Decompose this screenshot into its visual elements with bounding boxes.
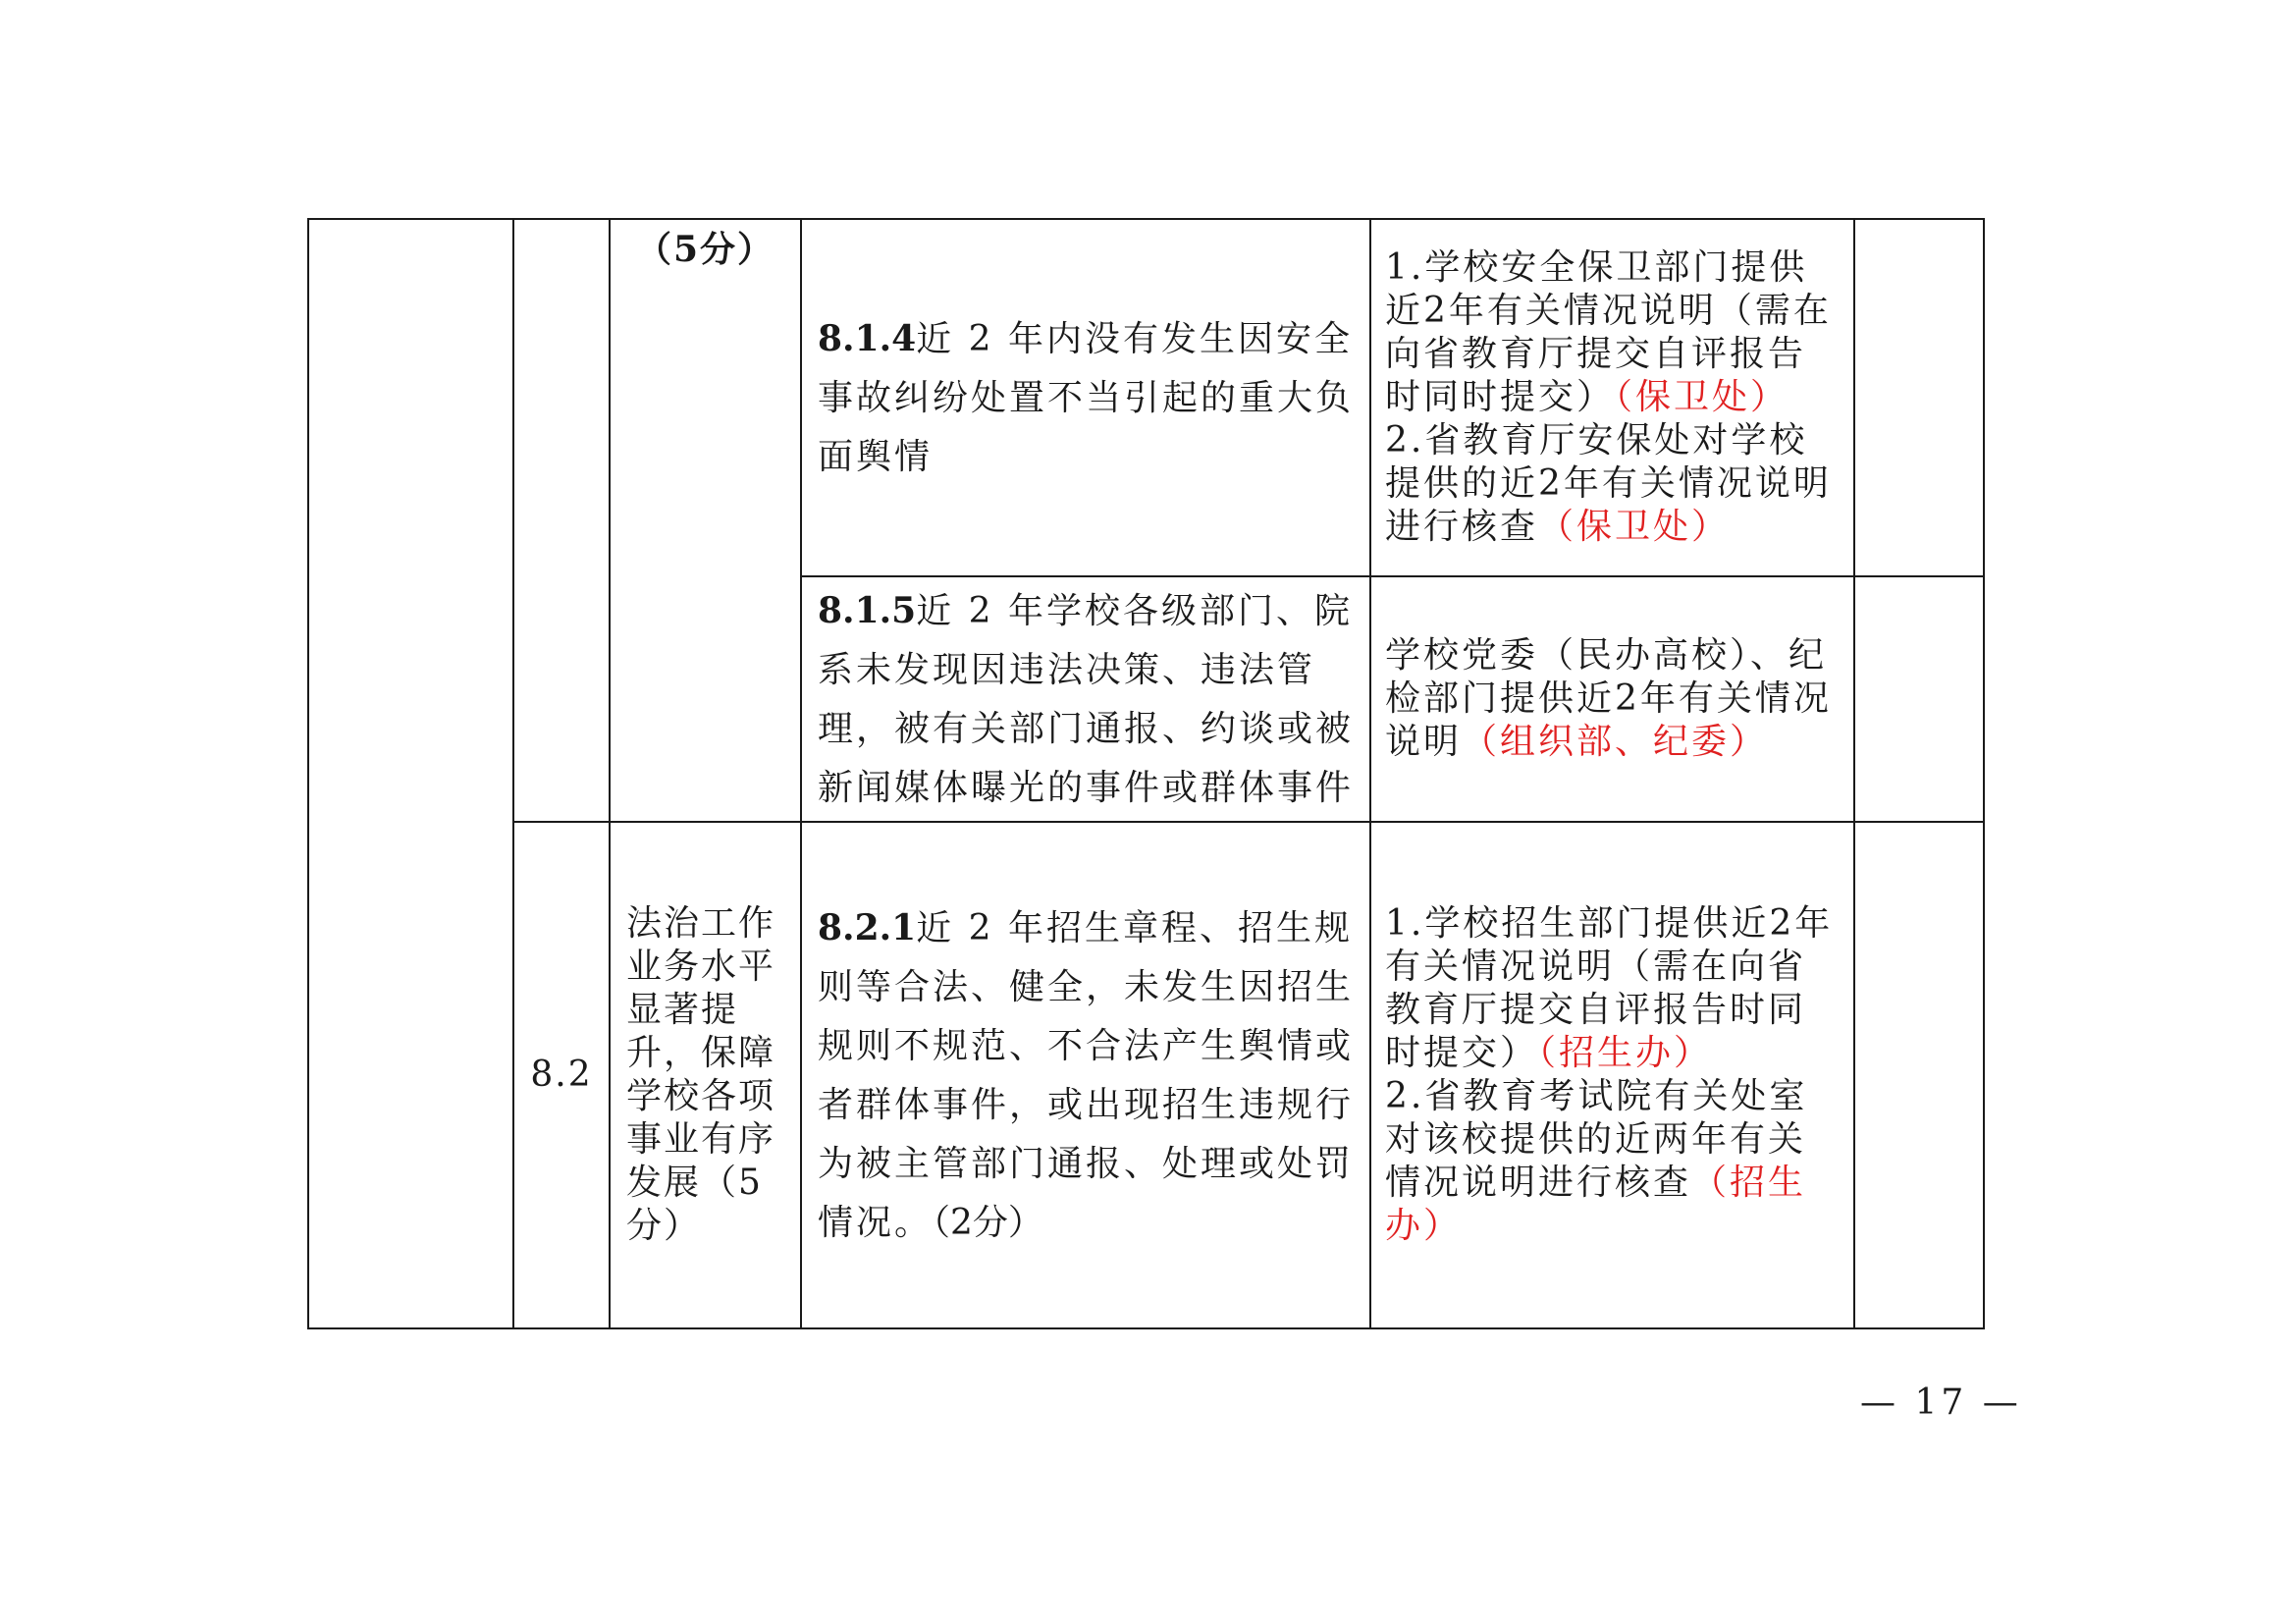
criterion-code: 8.2.1 (818, 906, 917, 948)
page-number: — 17 — (1860, 1382, 2022, 1423)
materials-cell (1370, 822, 1854, 1328)
remarks-cell (1854, 822, 1984, 1328)
item-score-cell (610, 219, 801, 822)
department-label: （保卫处） (1538, 507, 1731, 547)
materials-content (1371, 634, 1853, 764)
item-score-text: （5分） (635, 229, 775, 270)
table-row (308, 822, 1984, 1328)
item-number-cell (513, 219, 610, 822)
remarks-cell (1854, 219, 1984, 576)
department-label: （招生办） (1385, 1163, 1807, 1246)
materials-content (1371, 246, 1853, 549)
criterion-text: 近 2 年学校各级部门、院系未发现因违法决策、违法管理，被有关部门通报、约谈或被新闻媒体曝光的事件或群体事件 (818, 590, 1355, 808)
criterion-text: 近 2 年内没有发生因安全事故纠纷处置不当引起的重大负面舆情 (818, 318, 1355, 477)
criterion-code: 8.1.4 (818, 317, 917, 359)
criterion-content (802, 898, 1369, 1253)
material-item: 1.学校安全保卫部门提供近2年有关情况说明（需在向省教育厅提交自评报告时同时提交）（保卫处） (1385, 247, 1832, 417)
materials-cell (1370, 576, 1854, 822)
criterion-cell (801, 822, 1370, 1328)
criterion-score: （2分） (933, 1202, 1043, 1243)
department-label: （组织部、纪委） (1462, 722, 1769, 762)
remarks-cell (1854, 576, 1984, 822)
material-item: 2.省教育考试院有关处室对该校提供的近两年有关情况说明进行核查（招生办） (1385, 1076, 1808, 1246)
item-number: 8.2 (530, 1055, 593, 1095)
item-number-cell (513, 822, 610, 1328)
material-text: 学校党委（民办高校）、纪检部门提供近2年有关情况说明 (1385, 635, 1832, 762)
item-name: 法治工作业务水平显著提升，保障学校各项事业有序发展（5分） (626, 903, 776, 1246)
criterion-code: 8.1.5 (818, 589, 917, 631)
department-label: （招生办） (1538, 1033, 1713, 1073)
materials-content (1371, 902, 1853, 1248)
criterion-content (802, 309, 1369, 487)
criterion-cell (801, 576, 1370, 822)
department-label: （保卫处） (1615, 377, 1789, 417)
criterion-content (802, 581, 1369, 818)
materials-cell (1370, 219, 1854, 576)
category-cell (308, 219, 513, 1328)
item-name-cell (610, 822, 801, 1328)
criterion-cell (801, 219, 1370, 576)
table-row (308, 219, 1984, 576)
material-item: 1.学校招生部门提供近2年有关情况说明（需在向省教育厅提交自评报告时同时提交）（招生办） (1385, 903, 1834, 1073)
material-item: 2.省教育厅安保处对学校提供的近2年有关情况说明进行核查（保卫处） (1385, 420, 1832, 547)
evaluation-table (307, 218, 1985, 1329)
criterion-text: 近 2 年招生章程、招生规则等合法、健全，未发生因招生规则不规范、不合法产生舆情或者群体事件，或出现招生违规行为被主管部门通报、处理或处罚情况。 (818, 907, 1355, 1243)
